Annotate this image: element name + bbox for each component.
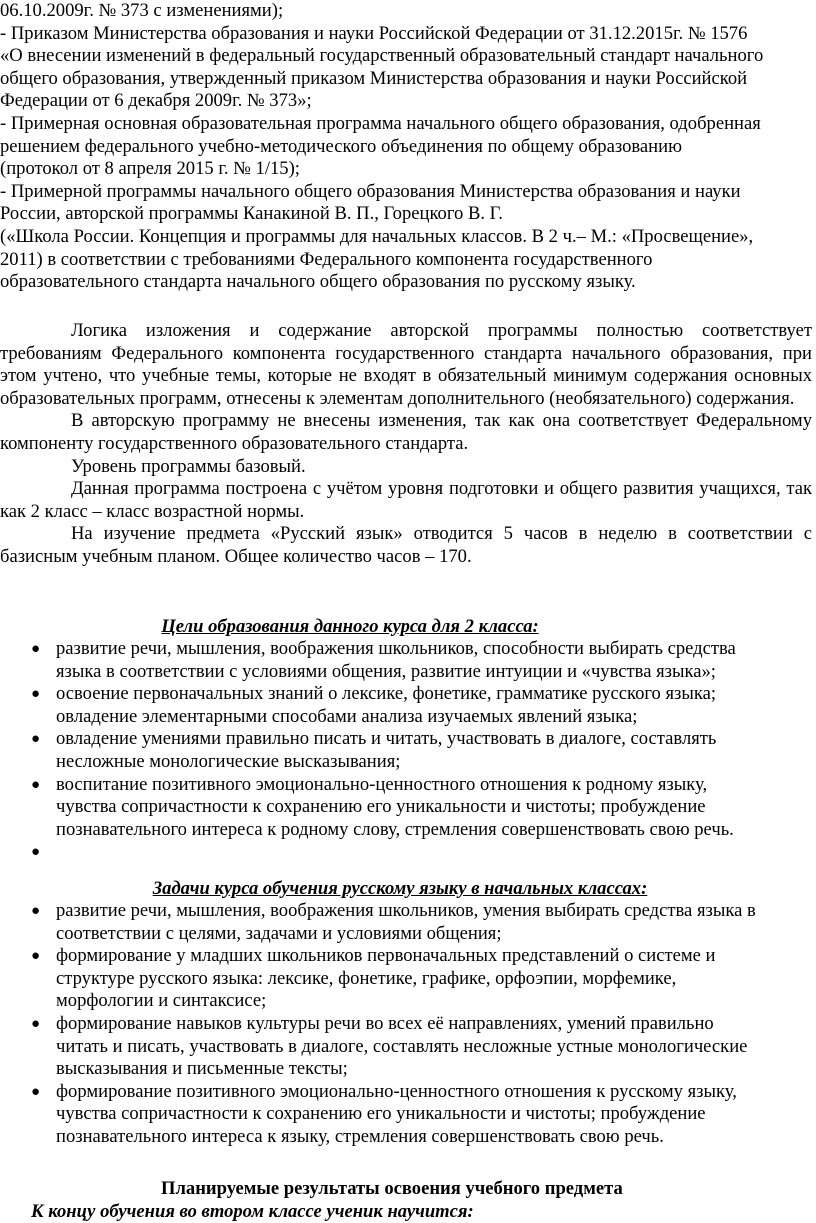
list-item [0,683,800,728]
list-item-line: несложные монологические высказывания; [56,750,401,772]
paragraph: Уровень программы базовый. [71,455,306,477]
list-item-line: воспитание позитивного эмоционально-ценностного отношения к родному языку, [56,773,708,795]
list-item-line: познавательного интереса к родному слову, стремления совершенствовать свою речь. [56,818,734,840]
list-item-line: чувства сопричастности к сохранению его уникальности и чистоты; пробуждение [56,796,706,818]
bullet-icon: ● [31,1083,41,1100]
list-item [0,1081,810,1149]
intro-line: Федерации от 6 декабря 2009г. № 373»; [0,90,312,112]
intro-line: России, авторской программы Канакиной В. П., Горецкого В. Г. [0,203,503,225]
planned-results-subheading: К концу обучения во втором классе ученик научится: [31,1200,474,1222]
list-item-line [56,841,800,864]
list-item-empty [0,841,800,864]
planned-results-heading: Планируемые результаты освоения учебного предмета [161,1178,623,1199]
intro-line: «О внесении изменений в федеральный государственный образовательный стандарт начального [0,45,764,67]
intro-line: (протокол от 8 апреля 2015 г. № 1/15); [0,158,300,180]
goals-list [0,638,800,864]
planned-results-section [0,1178,816,1223]
bullet-icon: ● [31,641,41,657]
list-item-line: языка в соответствии с условиями общения, развитие интуиции и «чувства языка»; [56,660,716,682]
list-item-line: высказывания и письменные тексты; [56,1058,348,1080]
list-item-line: развитие речи, мышления, воображения школьников, умения выбирать средства языка в [56,900,756,921]
tasks-heading [0,878,800,901]
paragraph: Логика изложения и содержание авторской программы полностью соответствует требованиям Федерального компонента государственного стандарта начального образования, при этом учтено, что учебные темы, которые не входят в обязательный минимум содержания основных образовательных программ, отнесены к элементам дополнительного (необязательного) содержания. [0,320,812,409]
list-item [0,638,800,683]
bullet-icon: ● [31,948,41,965]
intro-line: («Школа России. Концепция и программы для начальных классов. В 2 ч.– М.: «Просвещение», [0,225,754,247]
bullet-icon: ● [31,844,41,861]
list-item-line: освоение первоначальных знаний о лексике, фонетике, грамматике русского языка; [56,683,717,705]
intro-line: - Примерной программы начального общего образования Министерства образования и науки [0,180,741,202]
goals-heading-text: Цели образования данного курса для 2 класса: [161,616,539,637]
intro-line: - Приказом Министерства образования и науки Российской Федерации от 31.12.2015г. № 1576 [0,22,748,44]
list-item-line: соответствии с целями, задачами и условиями общения; [56,922,502,944]
list-item [0,900,810,945]
list-item-line: формирование позитивного эмоционально-ценностного отношения к русскому языку, [56,1080,737,1102]
intro-line: образовательного стандарта начального общего образования по русскому языку. [0,271,636,293]
list-item [0,1013,810,1081]
bullet-icon: ● [31,731,41,748]
bullet-icon: ● [31,1015,41,1032]
paragraph: В авторскую программу не внесены изменения, так как она соответствует Федеральному компоненту государственного образовательного стандарта. [0,410,812,454]
legal-basis-list [0,0,812,294]
list-item [0,774,800,842]
program-description [0,320,812,569]
list-item [0,945,810,1013]
list-item-line: познавательного интереса к языку, стремления совершенствовать свою речь. [56,1125,664,1147]
list-item-line: развитие речи, мышления, воображения школьников, способности выбирать средства [56,638,736,659]
intro-line: - Примерная основная образовательная программа начального общего образования, одобренная [0,112,761,134]
list-item-line: читать и писать, участвовать в диалоге, составлять несложные устные монологические [56,1035,748,1057]
intro-line: решением федерального учебно-методического объединения по общему образованию [0,135,682,157]
bullet-icon: ● [31,686,41,703]
bullet-icon: ● [31,776,41,793]
goals-heading [0,616,700,639]
paragraph: На изучение предмета «Русский язык» отводится 5 часов в неделю в соответствии с базисным учебным планом. Общее количество часов – 170. [0,523,812,567]
intro-line: 06.10.2009г. № 373 с изменениями); [0,0,284,21]
paragraph: Данная программа построена с учётом уровня подготовки и общего развития учащихся, так как 2 класс – класс возрастной нормы. [0,478,812,522]
list-item-line: формирование навыков культуры речи во всех её направлениях, умений правильно [56,1012,714,1034]
list-item-line: структуре русского языка: лексике, фонетике, графике, орфоэпии, морфемике, [56,967,677,989]
tasks-list [0,900,810,1149]
list-item [0,728,800,773]
list-item-line: морфологии и синтаксисе; [56,990,267,1012]
bullet-icon: ● [31,903,41,919]
list-item-line: овладение умениями правильно писать и читать, участвовать в диалоге, составлять [56,728,717,750]
list-item-line: чувства сопричастности к сохранению его уникальности и чистоты; пробуждение [56,1103,706,1125]
tasks-heading-text: Задачи курса обучения русскому языку в начальных классах: [152,878,648,899]
list-item-line: формирование у младших школьников первоначальных представлений о системе и [56,945,716,967]
intro-line: общего образования, утвержденный приказом Министерства образования и науки Российской [0,67,748,89]
intro-line: 2011) в соответствии с требованиями Федерального компонента государственного [0,248,653,270]
list-item-line: овладение элементарными способами анализа изучаемых явлений языка; [56,705,638,727]
